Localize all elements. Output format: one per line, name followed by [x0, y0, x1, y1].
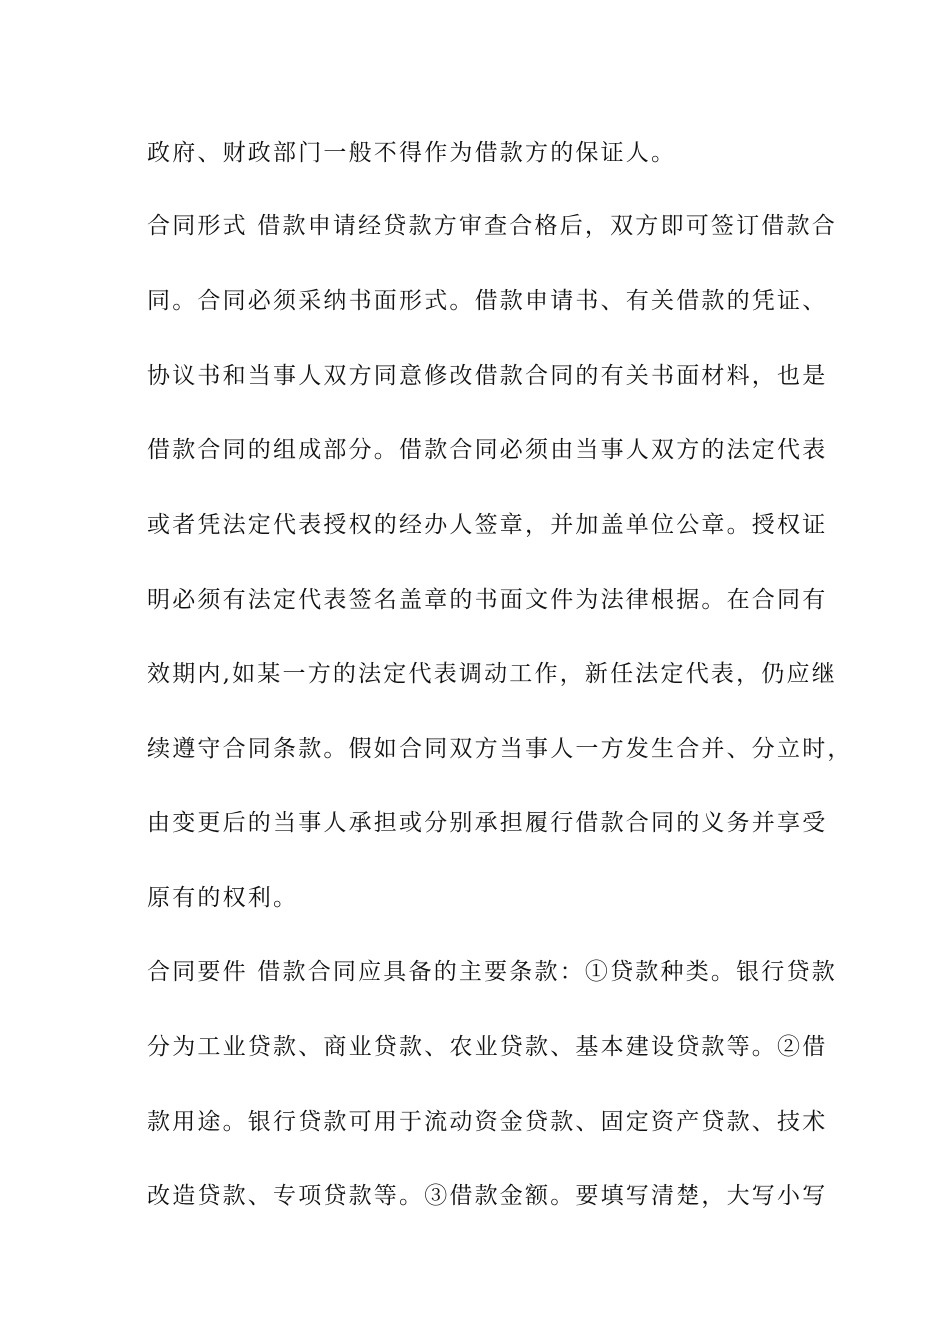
- text-line: 合同形式 借款申请经贷款方审查合格后，双方即可签订借款合: [147, 213, 837, 239]
- text-line: 续遵守合同条款。假如合同双方当事人一方发生合并、分立时，: [147, 736, 853, 762]
- text-line: 改造贷款、专项贷款等。③借款金额。要填写清楚，大写小写: [147, 1183, 828, 1209]
- text-line: 款用途。银行贷款可用于流动资金贷款、固定资产贷款、技术: [147, 1109, 828, 1135]
- text-line: 合同要件 借款合同应具备的主要条款：①贷款种类。银行贷款: [147, 959, 837, 985]
- text-line: 或者凭法定代表授权的经办人签章，并加盖单位公章。授权证: [147, 512, 828, 538]
- text-line: 同。合同必须采纳书面形式。借款申请书、有关借款的凭证、: [147, 288, 828, 314]
- text-line: 由变更后的当事人承担或分别承担履行借款合同的义务并享受: [147, 810, 828, 836]
- text-line: 借款合同的组成部分。借款合同必须由当事人双方的法定代表: [147, 437, 828, 463]
- text-line: 政府、财政部门一般不得作为借款方的保证人。: [147, 140, 677, 166]
- text-line: 效期内,如某一方的法定代表调动工作，新任法定代表，仍应继: [147, 661, 837, 687]
- text-line: 原有的权利。: [147, 885, 299, 911]
- text-line: 明必须有法定代表签名盖章的书面文件为法律根据。在合同有: [147, 587, 828, 613]
- text-line: 协议书和当事人双方同意修改借款合同的有关书面材料，也是: [147, 363, 828, 389]
- text-line: 分为工业贷款、商业贷款、农业贷款、基本建设贷款等。②借: [147, 1034, 828, 1060]
